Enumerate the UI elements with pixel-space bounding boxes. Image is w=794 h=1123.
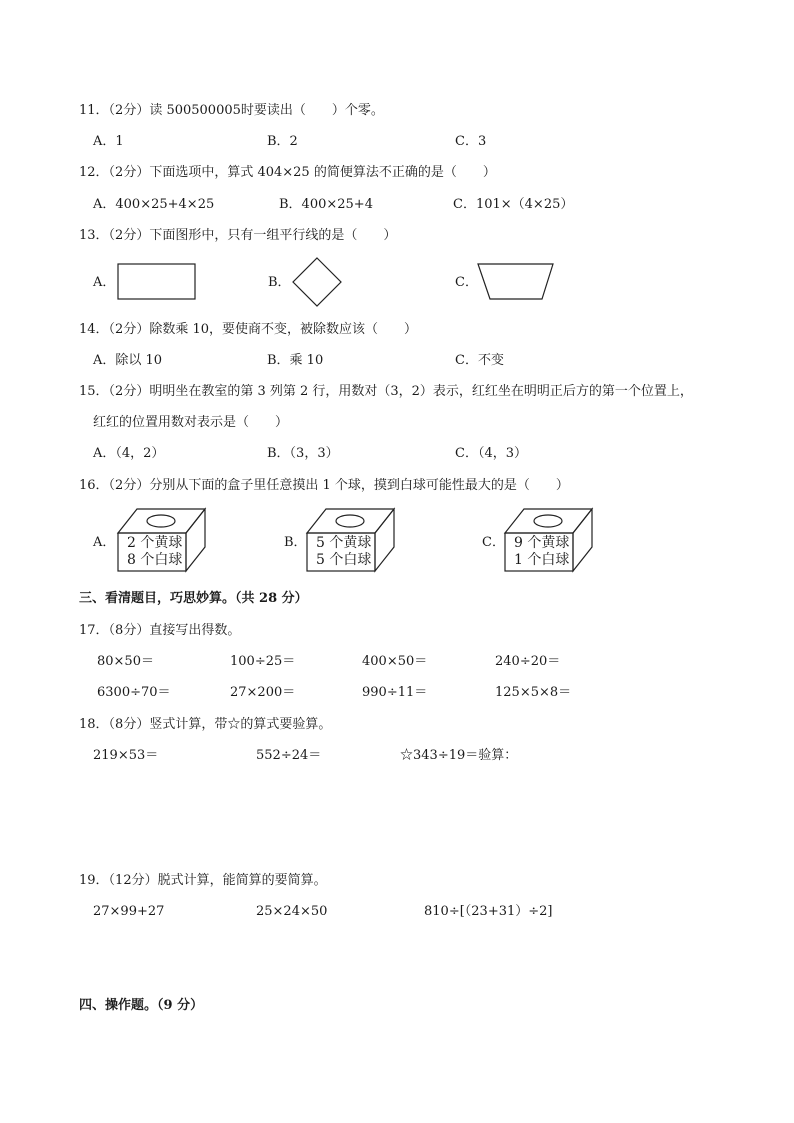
q15-stem-line2: 红红的位置用数对表示是（ ） (93, 415, 289, 430)
section-4-title: 四、操作题。（9 分） (79, 998, 204, 1013)
q17-item: 125×5×8＝ (495, 685, 572, 700)
q16-option-c-label: C． (482, 535, 505, 550)
box-a-white-count: 8 个白球 (127, 552, 183, 568)
q13-option-a: A． (93, 275, 116, 290)
q11-option-b: B．2 (267, 134, 298, 149)
q18-stem: 18．（8分）竖式计算，带☆的算式要验算。 (79, 717, 332, 732)
q12-option-c: C．101×（4×25） (453, 197, 574, 212)
q15-option-a: A．（4，2） (93, 446, 165, 461)
q12-option-a: A．400×25+4×25 (93, 197, 215, 212)
q11-stem: 11．（2分）读 500500005时要读出（ ）个零。 (79, 103, 384, 118)
q17-item: 990÷11＝ (362, 685, 428, 700)
q17-item: 6300÷70＝ (97, 685, 171, 700)
section-3-title: 三、看清题目，巧思妙算。（共 28 分） (79, 591, 308, 606)
q17-item: 240÷20＝ (495, 654, 561, 669)
q19-item: 810÷[（23+31）÷2] (424, 904, 553, 919)
box-c-yellow-count: 9 个黄球 (514, 535, 570, 551)
q12-stem: 12．（2分）下面选项中，算式 404×25 的简便算法不正确的是（ ） (79, 165, 496, 180)
q17-item: 100÷25＝ (230, 654, 296, 669)
q17-item: 27×200＝ (230, 685, 296, 700)
box-b-white-count: 5 个白球 (316, 552, 372, 568)
q17-stem: 17．（8分）直接写出得数。 (79, 623, 241, 638)
q18-item-with-check: ☆343÷19＝验算： (400, 748, 518, 763)
q15-option-b: B．（3，3） (267, 446, 339, 461)
rectangle-shape (116, 262, 198, 302)
q18-item: 219×53＝ (93, 748, 159, 763)
q15-option-c: C．（4，3） (455, 446, 527, 461)
q12-option-b: B．400×25+4 (279, 197, 373, 212)
q11-option-c: C．3 (455, 134, 487, 149)
q16-option-a-label: A． (93, 535, 116, 550)
q16-stem: 16．（2分）分别从下面的盒子里任意摸出 1 个球，摸到白球可能性最大的是（ ） (79, 478, 569, 493)
box-c-white-count: 1 个白球 (514, 552, 570, 568)
q15-stem-line1: 15．（2分）明明坐在教室的第 3 列第 2 行，用数对（3，2）表示，红红坐在明明正后方的第一个位置上， (79, 384, 693, 399)
q17-item: 400×50＝ (362, 654, 428, 669)
q18-item: 552÷24＝ (256, 748, 322, 763)
q14-option-a: A．除以 10 (93, 353, 163, 368)
q19-item: 25×24×50 (256, 904, 328, 919)
square-diamond-shape (290, 256, 344, 308)
q14-stem: 14．（2分）除数乘 10，要使商不变，被除数应该（ ） (79, 322, 417, 337)
q14-option-c: C．不变 (455, 353, 504, 368)
q13-stem: 13．（2分）下面图形中，只有一组平行线的是（ ） (79, 228, 397, 243)
q19-stem: 19．（12分）脱式计算，能简算的要简算。 (79, 873, 327, 888)
q16-option-b-label: B． (284, 535, 307, 550)
q19-item: 27×99+27 (93, 904, 165, 919)
q13-option-b: B． (268, 275, 291, 290)
box-b-yellow-count: 5 个黄球 (316, 535, 372, 551)
q13-option-c: C． (455, 275, 478, 290)
q14-option-b: B．乘 10 (267, 353, 324, 368)
box-a-yellow-count: 2 个黄球 (127, 535, 183, 551)
trapezoid-shape (476, 262, 556, 302)
q17-item: 80×50＝ (97, 654, 154, 669)
q11-option-a: A．1 (93, 134, 124, 149)
